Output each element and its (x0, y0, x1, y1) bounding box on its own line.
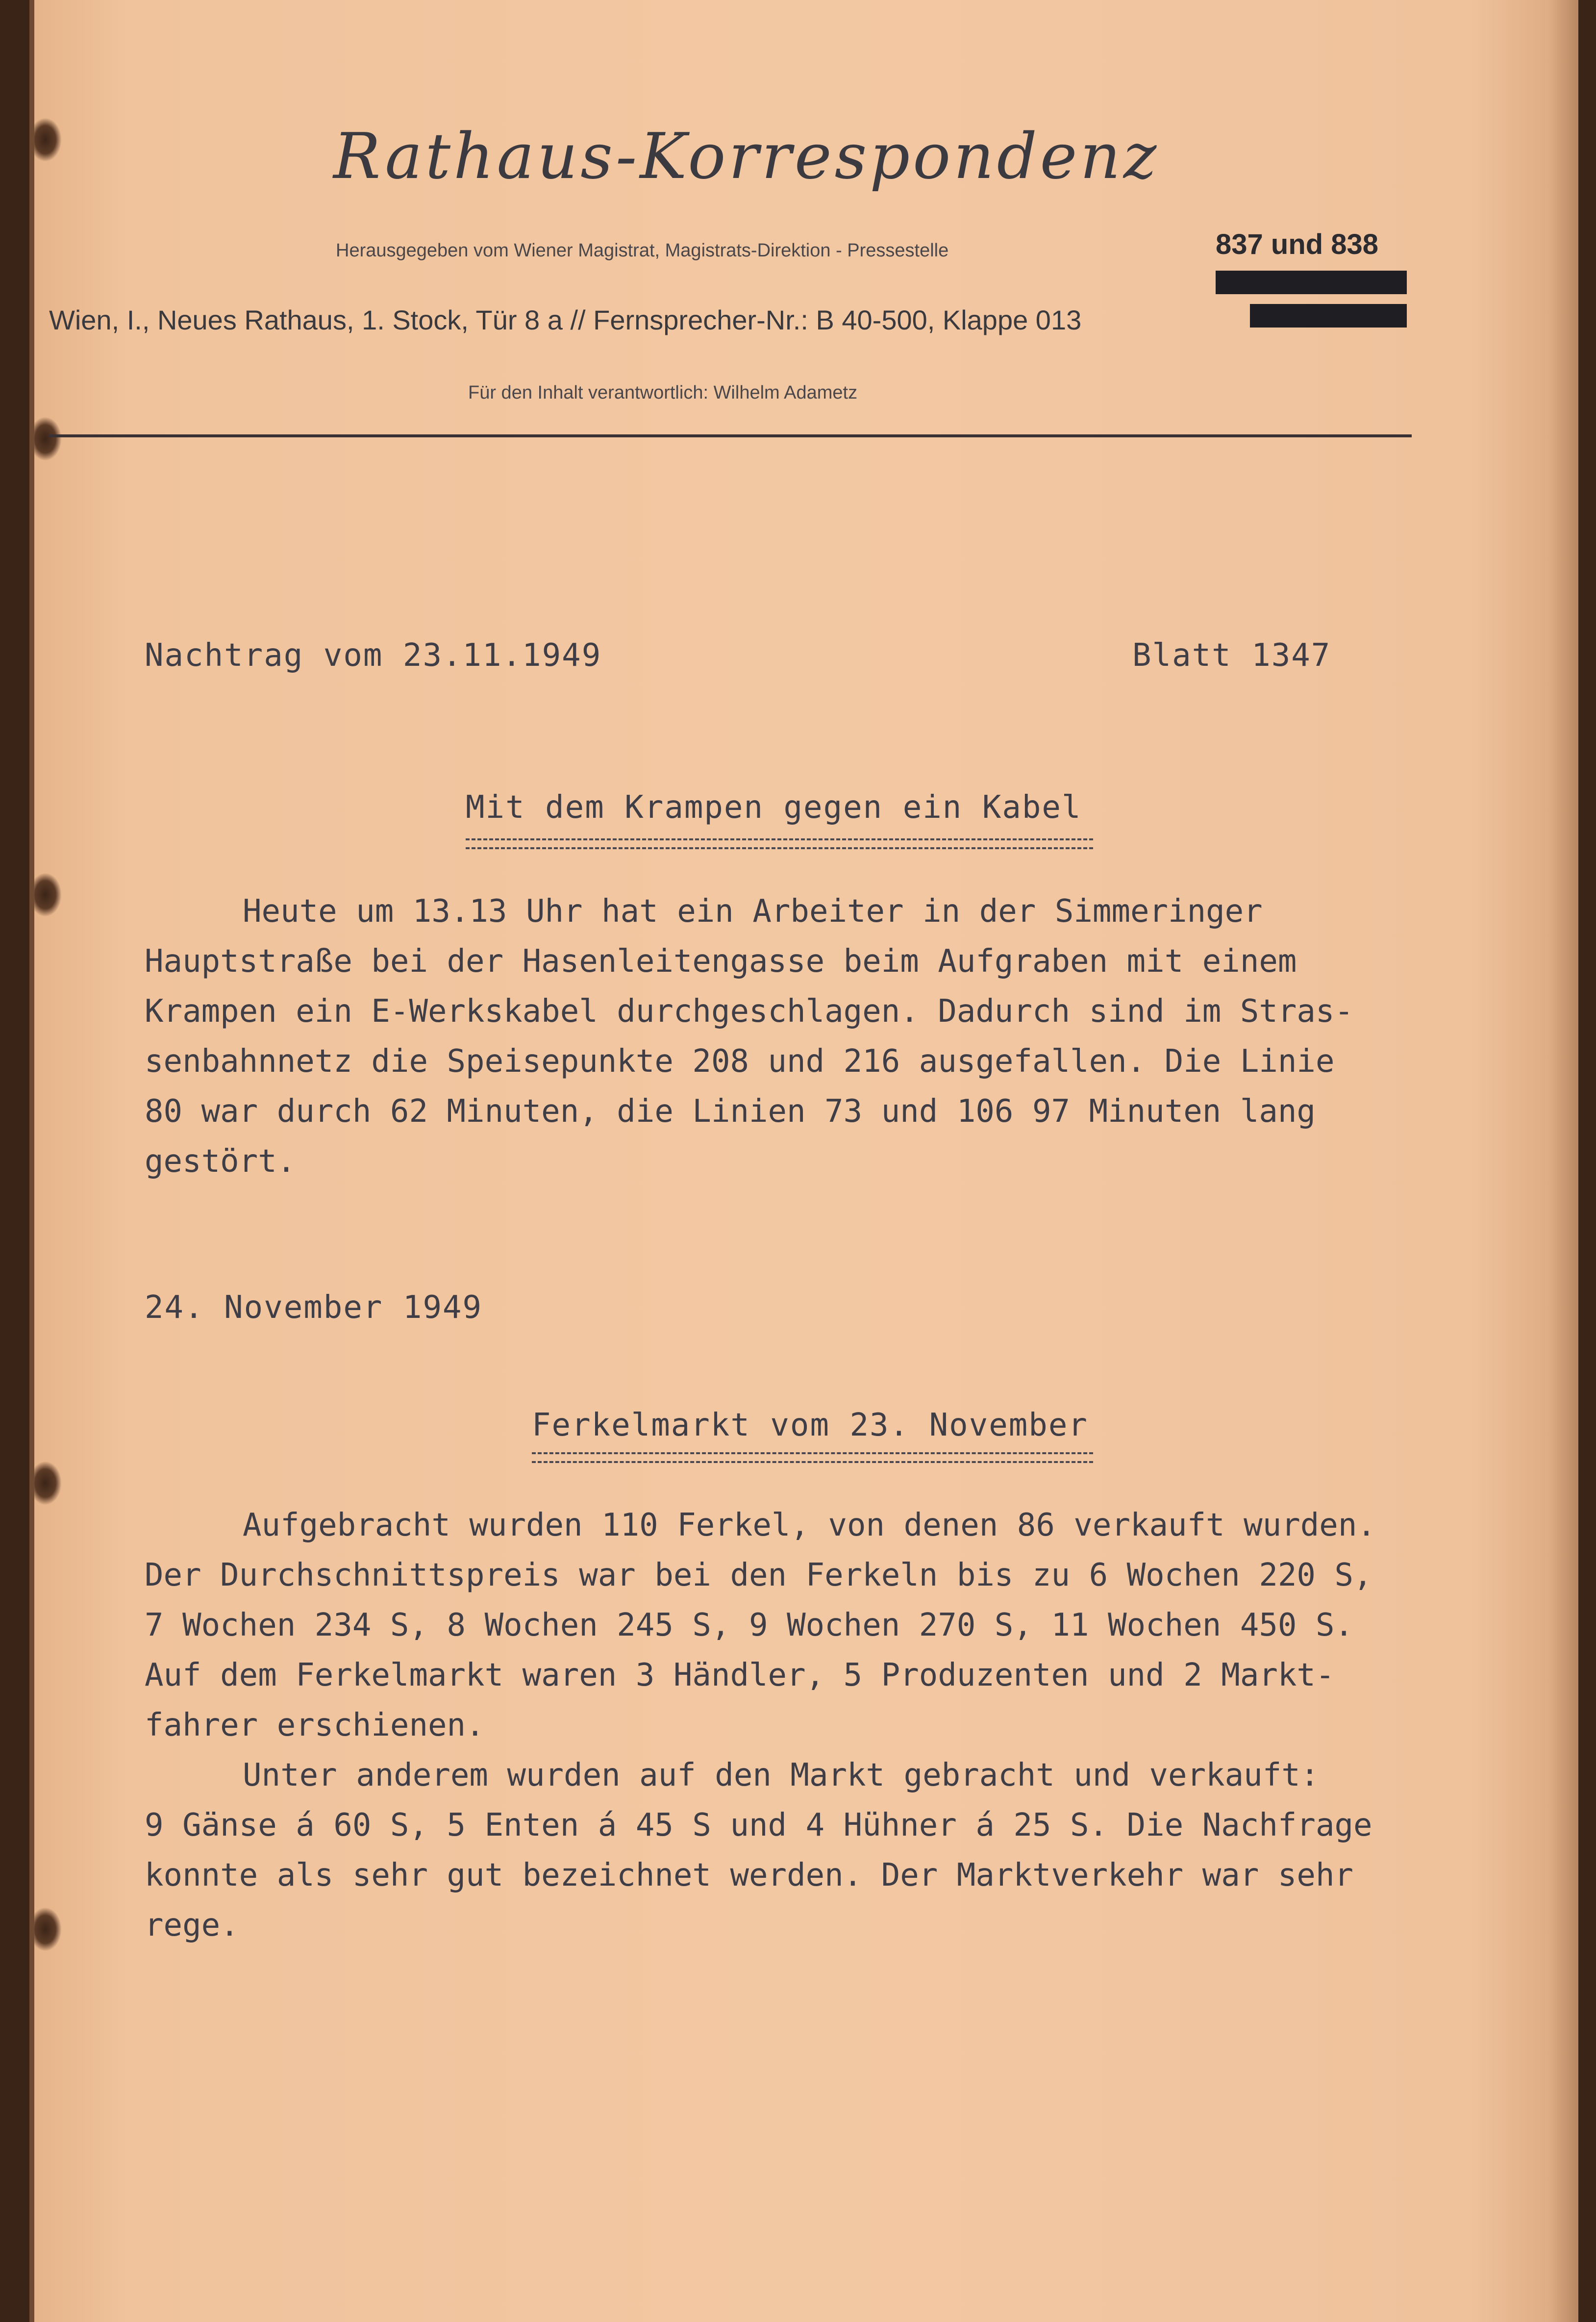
article-title: Ferkelmarkt vom 23. November (532, 1407, 1088, 1443)
masthead-phone-numbers: 837 und 838 (1216, 228, 1379, 260)
masthead-title: Rathaus-Korrespondenz (333, 120, 1160, 193)
body-line: gestört. (145, 1143, 296, 1180)
masthead-publisher: Herausgegeben vom Wiener Magistrat, Magistrats-Direktion - Pressestelle (336, 240, 949, 261)
body-line: Aufgebracht wurden 110 Ferkel, von denen 86 verkauft wurden. (243, 1507, 1376, 1543)
body-line: rege. (145, 1907, 239, 1943)
binding-hole (34, 118, 62, 162)
body-line: senbahnnetz die Speisepunkte 208 und 216 ausgefallen. Die Linie (145, 1043, 1335, 1080)
body-line: Heute um 13.13 Uhr hat ein Arbeiter in der Simmeringer (243, 893, 1263, 930)
article-title: Mit dem Krampen gegen ein Kabel (466, 789, 1082, 826)
binding-hole (34, 1907, 62, 1951)
article-body (145, 886, 1444, 1186)
date-heading: 24. November 1949 (145, 1289, 483, 1326)
body-line: 7 Wochen 234 S, 8 Wochen 245 S, 9 Wochen 270 S, 11 Wochen 450 S. (145, 1607, 1353, 1643)
masthead-rule (49, 434, 1412, 437)
body-line: konnte als sehr gut bezeichnet werden. Der Marktverkehr war sehr (145, 1857, 1353, 1893)
article-body (145, 1500, 1444, 1950)
body-line: Unter anderem wurden auf den Markt gebracht und verkauft: (243, 1757, 1320, 1793)
binding-hole (34, 1461, 62, 1505)
body-line: 80 war durch 62 Minuten, die Linien 73 und 106 97 Minuten lang (145, 1093, 1316, 1130)
redaction-bar (1216, 271, 1407, 294)
binding-hole (34, 417, 62, 461)
title-underline (466, 838, 1093, 849)
body-line: Krampen ein E-Werkskabel durchgeschlagen. Dadurch sind im Stras- (145, 993, 1353, 1030)
body-line: Der Durchschnittspreis war bei den Ferkeln bis zu 6 Wochen 220 S, (145, 1557, 1372, 1593)
body-line: fahrer erschienen. (145, 1707, 485, 1743)
binding-hole (34, 873, 62, 917)
body-line: 9 Gänse á 60 S, 5 Enten á 45 S und 4 Hühner á 25 S. Die Nachfrage (145, 1807, 1372, 1843)
body-line: Auf dem Ferkelmarkt waren 3 Händler, 5 Produzenten und 2 Markt- (145, 1657, 1335, 1693)
masthead-address: Wien, I., Neues Rathaus, 1. Stock, Tür 8 a // Fernsprecher-Nr.: B 40-500, Klappe 013 (49, 304, 1082, 335)
supplement-date: Nachtrag vom 23.11.1949 (145, 637, 602, 674)
body-line: Hauptstraße bei der Hasenleitengasse beim Aufgraben mit einem (145, 943, 1297, 980)
redaction-bar (1250, 304, 1407, 328)
title-underline (532, 1452, 1093, 1463)
masthead-responsible: Für den Inhalt verantwortlich: Wilhelm Adametz (468, 382, 858, 403)
sheet-number: Blatt 1347 (1132, 637, 1331, 674)
